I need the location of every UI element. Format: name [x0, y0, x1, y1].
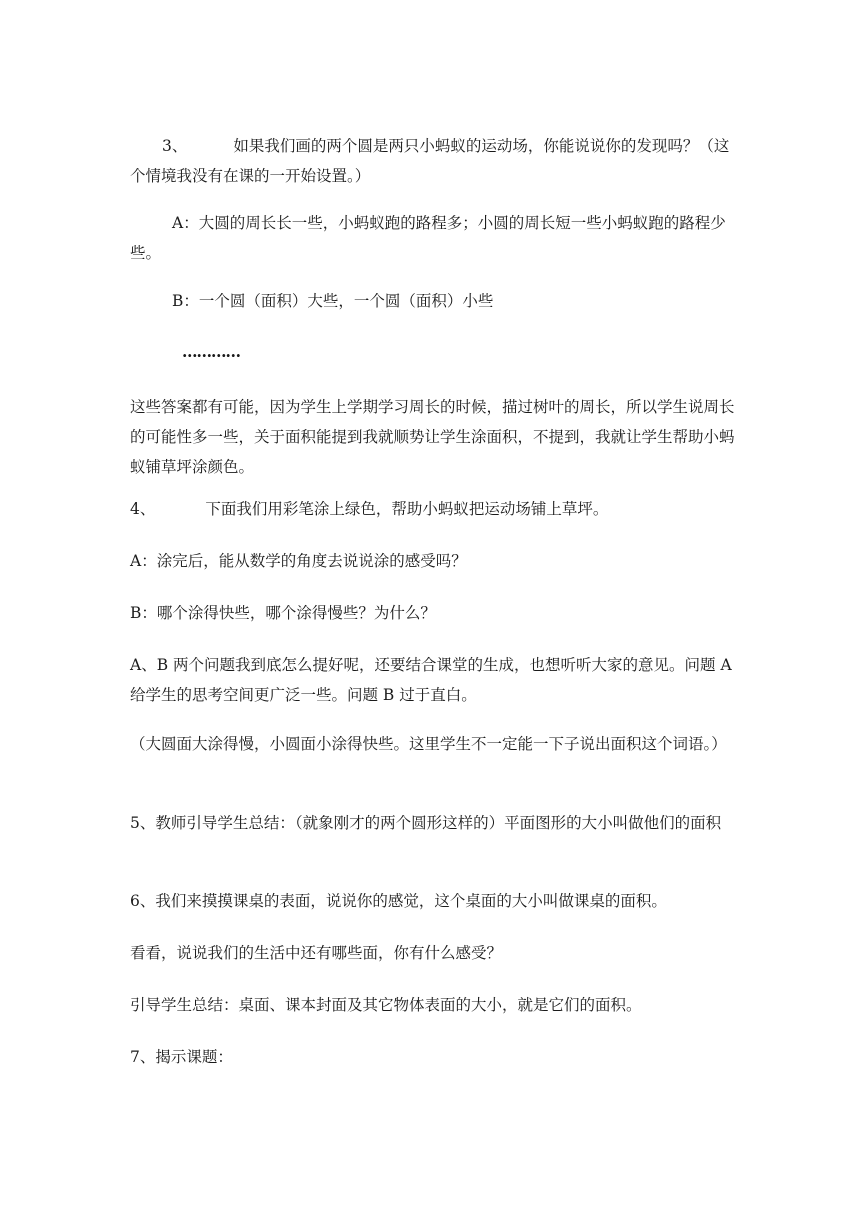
paragraph-item-6: 6、我们来摸摸课桌的表面，说说你的感觉，这个桌面的大小叫做课桌的面积。 — [130, 892, 667, 910]
look-and-say: 看看，说说我们的生活中还有哪些面，你有什么感受？ — [130, 944, 503, 962]
question-b: B：哪个涂得快些，哪个涂得慢些？为什么？ — [130, 604, 436, 622]
guided-summary: 引导学生总结：桌面、课本封面及其它物体表面的大小，就是它们的面积。 — [130, 996, 642, 1014]
answer-b: B：一个圆（面积）大些，一个圆（面积）小些 — [172, 292, 494, 310]
paragraph-item-3 — [130, 131, 735, 191]
questions-discussion: A、B 两个问题我到底怎么提好呢，还要结合课堂的生成，也想听听大家的意见。问题 A 给学生的思考空间更广泛一些。问题 B 过于直白。 — [130, 656, 732, 704]
item-number: 4、 — [130, 500, 156, 518]
analysis-paragraph: 这些答案都有可能，因为学生上学期学习周长的时候，描过树叶的周长，所以学生说周长的可能性多一些，关于面积能提到我就顺势让学生涂面积，不提到，我就让学生帮助小蚂蚁铺草坪涂颜色。 — [130, 398, 735, 476]
paragraph-item-5: 5、教师引导学生总结：（就象刚才的两个圆形这样的）平面图形的大小叫做他们的面积 — [130, 814, 722, 832]
paragraph-text: 如果我们画的两个圆是两只小蚂蚁的运动场，你能说说你的发现吗？（这个情境我没有在课的一开始设置。） — [130, 137, 730, 185]
answer-a: A：大圆的周长长一些，小蚂蚁跑的路程多；小圆的周长短一些小蚂蚁跑的路程少些。 — [130, 214, 726, 262]
paragraph-text: 下面我们用彩笔涂上绿色，帮助小蚂蚁把运动场铺上草坪。 — [205, 500, 609, 518]
expected-answer-note: （大圆面大涂得慢，小圆面小涂得快些。这里学生不一定能一下子说出面积这个词语。） — [130, 735, 727, 753]
item-number: 3、 — [162, 137, 188, 155]
ellipsis-line: ………… — [182, 342, 240, 361]
question-a: A：涂完后，能从数学的角度去说说涂的感受吗？ — [130, 552, 467, 570]
paragraph-item-7: 7、揭示课题： — [130, 1048, 233, 1066]
paragraph-item-4 — [130, 494, 735, 524]
